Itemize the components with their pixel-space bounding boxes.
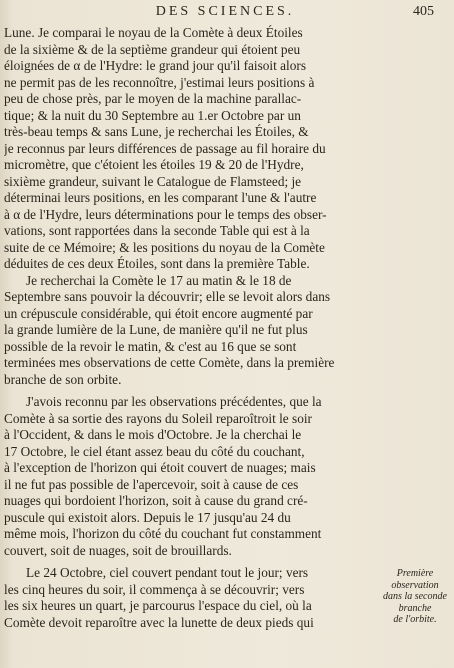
text-line: déterminai leurs positions, en les comparant l'une & l'autre	[4, 190, 317, 205]
text-line: nuages qui bordoient l'horizon, soit à cause du grand cré-	[4, 493, 308, 508]
running-title: DES SCIENCES.	[155, 4, 295, 19]
margin-note-line: branche	[398, 602, 432, 614]
text-line: 17 Octobre, le ciel étant assez beau du côté du couchant,	[4, 443, 305, 459]
text-line: la grande lumière de la Lune, de manière qu'il ne fut plus	[4, 322, 308, 337]
text-line: sixième grandeur, suivant le Catalogue de Flamsteed; je	[4, 173, 302, 189]
text-line: peu de chose près, par le moyen de la machine parallac-	[4, 91, 302, 106]
text-line: branche de son orbite.	[4, 371, 122, 387]
paragraph	[4, 565, 376, 631]
text-line: éloignées de α de l'Hydre: le grand jour qu'il faisoit alors	[4, 58, 306, 73]
text-line: les cinq heures du soir, il commença à se découvrir; vers	[4, 581, 305, 597]
paragraph	[4, 273, 376, 389]
text-line: Comète devoit reparoître avec la lunette de deux pieds qui	[4, 614, 314, 630]
text-line: vations, sont rapportées dans la seconde Table qui est à la	[4, 223, 310, 238]
text-line: déduites de ces deux Étoiles, sont dans la première Table.	[4, 256, 310, 271]
text-line: à l'Occident, & dans le mois d'Octobre. Je la cherchai le	[4, 427, 302, 442]
text-line: il ne fut pas possible de l'apercevoir, soit à cause de ces	[4, 476, 299, 492]
margin-note-line: observation	[391, 579, 439, 591]
margin-note-line: dans la seconde	[383, 591, 447, 602]
text-line: je reconnus par leurs différences de passage au fil horaire du	[4, 140, 326, 156]
text-line: à l'exception de l'horizon qui étoit couvert de nuages; mais	[4, 460, 316, 475]
text-line: très-beau temps & sans Lune, je recherchai les Étoiles, &	[4, 124, 309, 139]
text-line: Le 24 Octobre, ciel couvert pendant tout le jour; vers	[26, 565, 309, 580]
text-line: ne permit pas de les reconnoître, j'estimai leurs positions à	[4, 74, 315, 90]
paragraph	[4, 25, 376, 273]
margin-note-line: de l'orbite.	[393, 614, 437, 625]
text-line: Comète à sa sortie des rayons du Soleil reparoîtroit le soir	[4, 410, 312, 426]
text-line: Je recherchai la Comète le 17 au matin & le 18 de	[26, 272, 292, 288]
text-line: suite de ce Mémoire; & les positions du noyau de la Comète	[4, 239, 325, 255]
margin-note-line: Première	[396, 568, 434, 579]
text-line: un crépuscule considérable, qui étoit encore augmenté par	[4, 305, 313, 321]
page-number: 405	[413, 4, 434, 19]
margin-note	[382, 568, 448, 626]
text-line: les six heures un quart, je parcourus l'espace du ciel, où la	[4, 598, 312, 613]
text-line: J'avois reconnu par les observations précédentes, que la	[26, 394, 322, 409]
text-line: possible de la revoir le matin, & c'est au 16 que se sont	[4, 338, 297, 354]
text-line: terminées mes observations de cette Comète, dans la première	[4, 355, 335, 370]
text-line: à α de l'Hydre, leurs déterminations pour le temps des obser-	[4, 206, 327, 222]
text-line: de la sixième & de la septième grandeur qui étoient peu	[4, 41, 301, 57]
paragraph	[4, 394, 376, 559]
text-line: puscule qui existoit alors. Depuis le 17 jusqu'au 24 du	[4, 509, 291, 525]
text-line: tique; & la nuit du 30 Septembre au 1.er Octobre par un	[4, 107, 301, 123]
text-line: couvert, soit de nuages, soit de brouillards.	[4, 542, 232, 558]
text-line: Lune. Je comparai le noyau de la Comète à deux Étoiles	[4, 25, 303, 40]
text-line: Septembre sans pouvoir la découvrir; elle se levoit alors dans	[4, 289, 331, 304]
text-line: même mois, l'horizon du côté du couchant fut constamment	[4, 526, 322, 541]
page-body	[4, 25, 376, 631]
text-line: micromètre, que c'étoient les étoiles 19 & 20 de l'Hydre,	[4, 157, 304, 172]
